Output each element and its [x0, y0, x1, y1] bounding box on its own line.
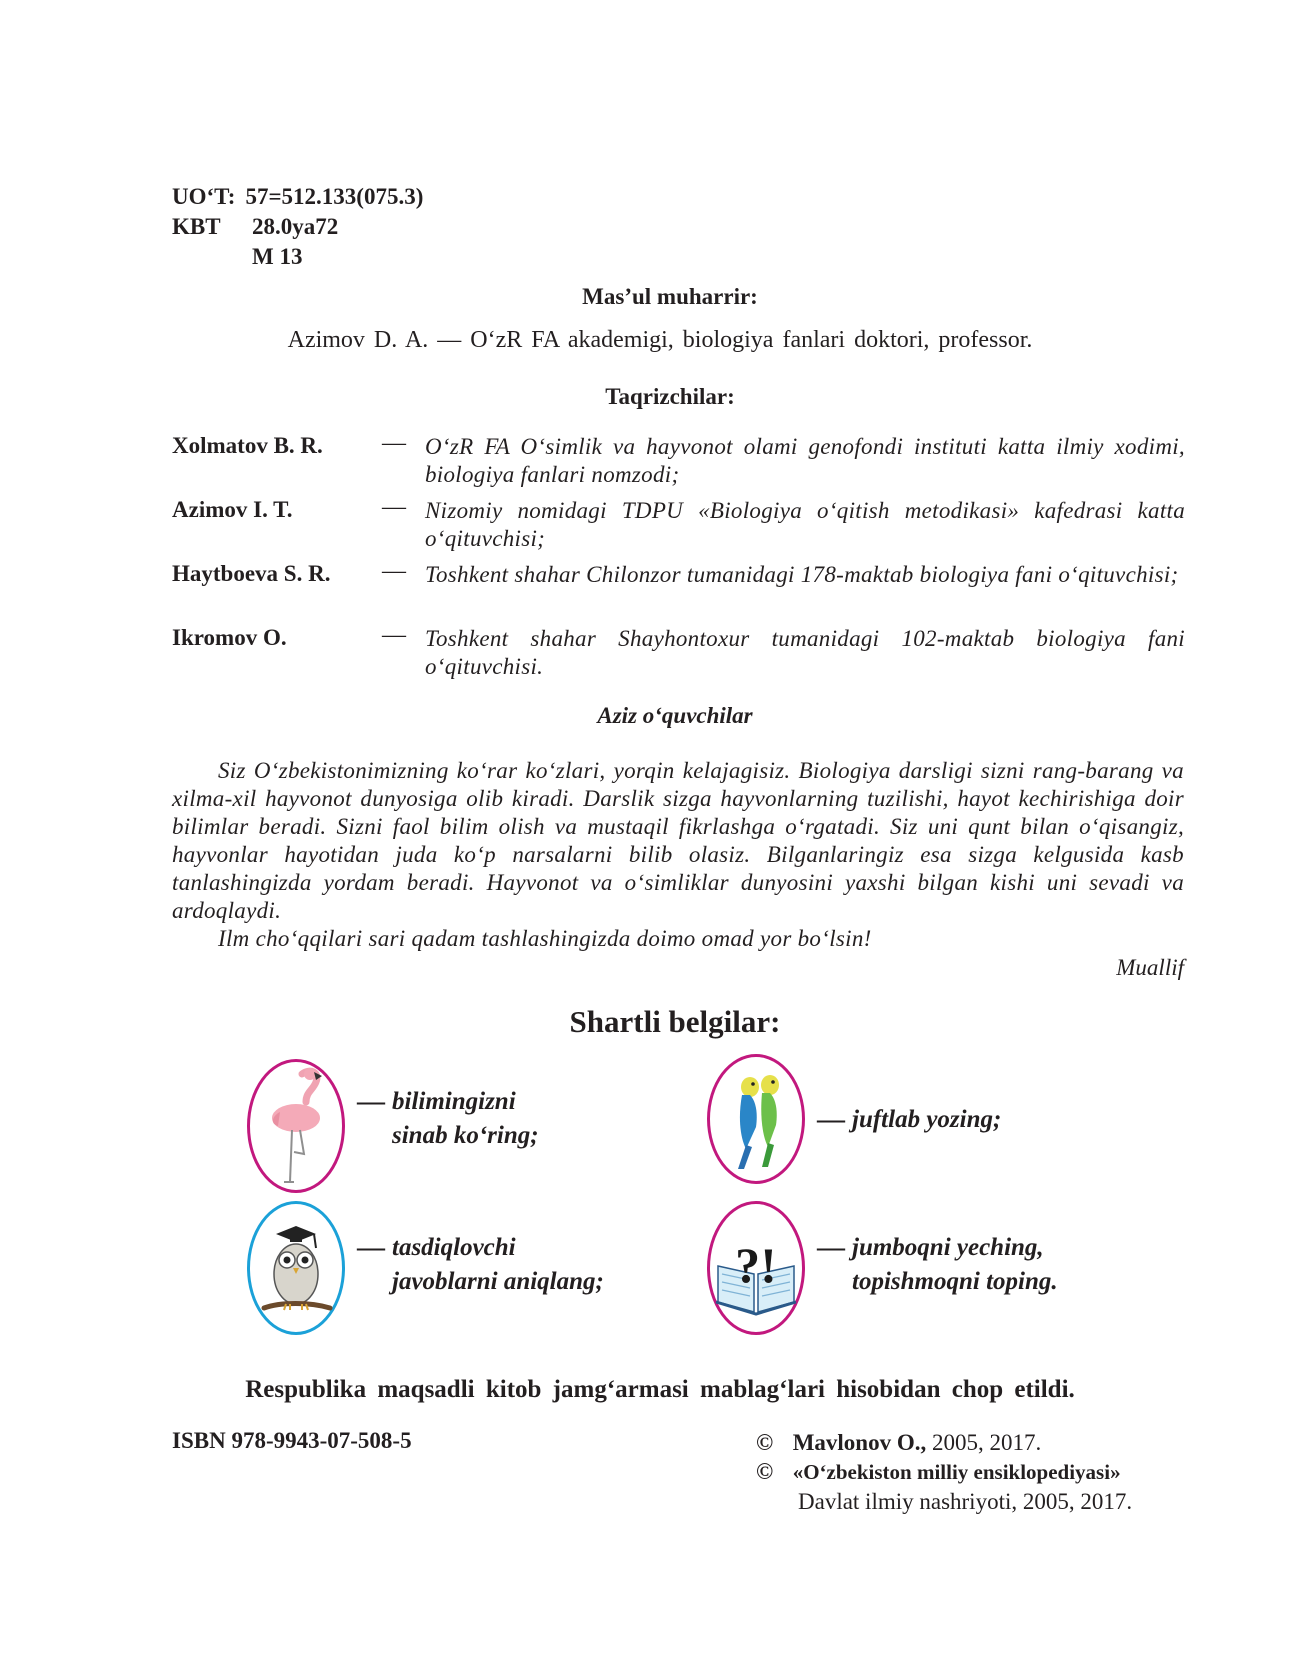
copyright-author: Mavlonov O.,	[792, 1430, 927, 1455]
symbol-label	[852, 1103, 1001, 1137]
isbn: ISBN 978-9943-07-508-5	[172, 1428, 412, 1453]
copyright-years: 2005, 2017.	[931, 1430, 1042, 1455]
editor-text: Azimov D. A. — O‘zR FA akademigi, biologiya fanlari doktori, professor.	[287, 327, 1033, 353]
readers-wish: Ilm cho‘qqilari sari qadam tashlashingizda doimo omad yor bo‘lsin!	[218, 926, 872, 951]
kbt-value: 28.0ya72	[252, 214, 339, 239]
owl-icon	[250, 1204, 342, 1332]
symbol-label-line: bilimingizni	[392, 1088, 516, 1115]
copyright-symbol: ©	[756, 1430, 774, 1455]
uot-label: UO‘T:	[172, 184, 236, 209]
parrots-icon	[710, 1057, 802, 1181]
copyright-symbol: ©	[756, 1459, 774, 1484]
reviewer-name: Azimov I. T.	[172, 497, 293, 522]
symbols-heading: Shartli belgilar:	[569, 1004, 781, 1039]
book-glyph: ?!	[735, 1237, 777, 1293]
reviewer-dash: —	[382, 622, 406, 648]
copyright-line	[756, 1428, 1132, 1457]
reviewer-dash: —	[382, 430, 406, 456]
funding-note: Respublika maqsadli kitob jamg‘armasi mablag‘lari hisobidan chop etildi.	[245, 1376, 1075, 1403]
copyright-line: Davlat ilmiy nashriyoti, 2005, 2017.	[798, 1489, 1133, 1514]
catalog-code: M 13	[252, 244, 303, 269]
book-puzzle-icon	[710, 1204, 802, 1332]
reviewer-dash: —	[382, 558, 406, 584]
owl-oval	[247, 1201, 345, 1335]
symbol-label	[852, 1231, 1058, 1299]
catalog-block	[172, 182, 423, 272]
flamingo-oval	[247, 1059, 345, 1193]
readers-heading: Aziz o‘quvchilar	[597, 703, 753, 728]
copyright-line	[756, 1457, 1132, 1487]
reviewer-desc: Toshkent shahar Chilonzor tumanidagi 178-maktab biologiya fani o‘qituvchisi;	[425, 562, 1179, 587]
reviewer-desc: Nizomiy nomidagi TDPU «Biologiya o‘qitish metodikasi» kafedrasi katta o‘qituvchisi;	[425, 498, 1185, 551]
symbol-label	[392, 1231, 604, 1299]
book-oval	[707, 1201, 805, 1335]
symbol-dash: —	[817, 1104, 845, 1135]
uot-value: 57=512.133(075.3)	[245, 184, 424, 209]
readers-paragraph: Siz O‘zbekistonimizning ko‘rar ko‘zlari, yorqin kelajagisiz. Biologiya darsligi sizni rang-barang va xilma-xil hayvonot dunyosiga olib kiradi. Darslik sizga hayvonlarning tuzilishi, hayot kechirishiga doir bilimlar beradi. Sizni faol bilim olish va mustaqil fikrlashga o‘rgatadi. Siz uni qunt bilan o‘qisangiz, hayvonlar hayotidan juda ko‘p narsalarni bilib olasiz. Bilganlaringiz esa sizga kelgusida kasb tanlashingizda yordam beradi. Hayvonot va o‘simliklar dunyosini yaxshi bilgan kishi uni sevadi va ardoqlaydi.	[172, 758, 1184, 923]
symbol-dash: —	[817, 1232, 845, 1263]
reviewer-desc: Toshkent shahar Shayhontoxur tumanidagi 102-maktab biologiya fani o‘qituvchisi.	[425, 626, 1185, 679]
copyright-block	[756, 1428, 1132, 1516]
editor-heading: Mas’ul muharrir:	[582, 284, 758, 309]
copyright-publisher: «O‘zbekiston milliy ensiklopediyasi»	[792, 1460, 1121, 1484]
symbol-label-line: tasdiqlovchi	[392, 1234, 516, 1261]
flamingo-icon	[250, 1062, 342, 1190]
symbol-label-line: sinab ko‘ring;	[392, 1122, 539, 1149]
symbol-dash: —	[357, 1086, 385, 1117]
symbol-label-line: juftlab yozing;	[852, 1106, 1002, 1133]
reviewer-name: Haytboeva S. R.	[172, 561, 331, 586]
symbol-label-line: topishmoqni toping.	[852, 1268, 1058, 1295]
symbol-label-line: javoblarni aniqlang;	[392, 1268, 604, 1295]
signature: Muallif	[1116, 955, 1184, 980]
reviewer-dash: —	[382, 494, 406, 520]
reviewers-heading: Taqrizchilar:	[605, 384, 735, 409]
parrots-oval	[707, 1054, 805, 1184]
symbol-dash: —	[357, 1232, 385, 1263]
symbol-label	[392, 1085, 539, 1153]
reviewer-name: Ikromov O.	[172, 625, 287, 650]
reviewer-desc: O‘zR FA O‘simlik va hayvonot olami genofondi instituti katta ilmiy xodimi, biologiya fanlari nomzodi;	[425, 434, 1185, 487]
kbt-label: KBT	[172, 214, 221, 239]
reviewer-name: Xolmatov B. R.	[172, 433, 323, 458]
readers-message	[172, 757, 1184, 953]
symbol-label-line: jumboqni yeching,	[852, 1234, 1044, 1261]
